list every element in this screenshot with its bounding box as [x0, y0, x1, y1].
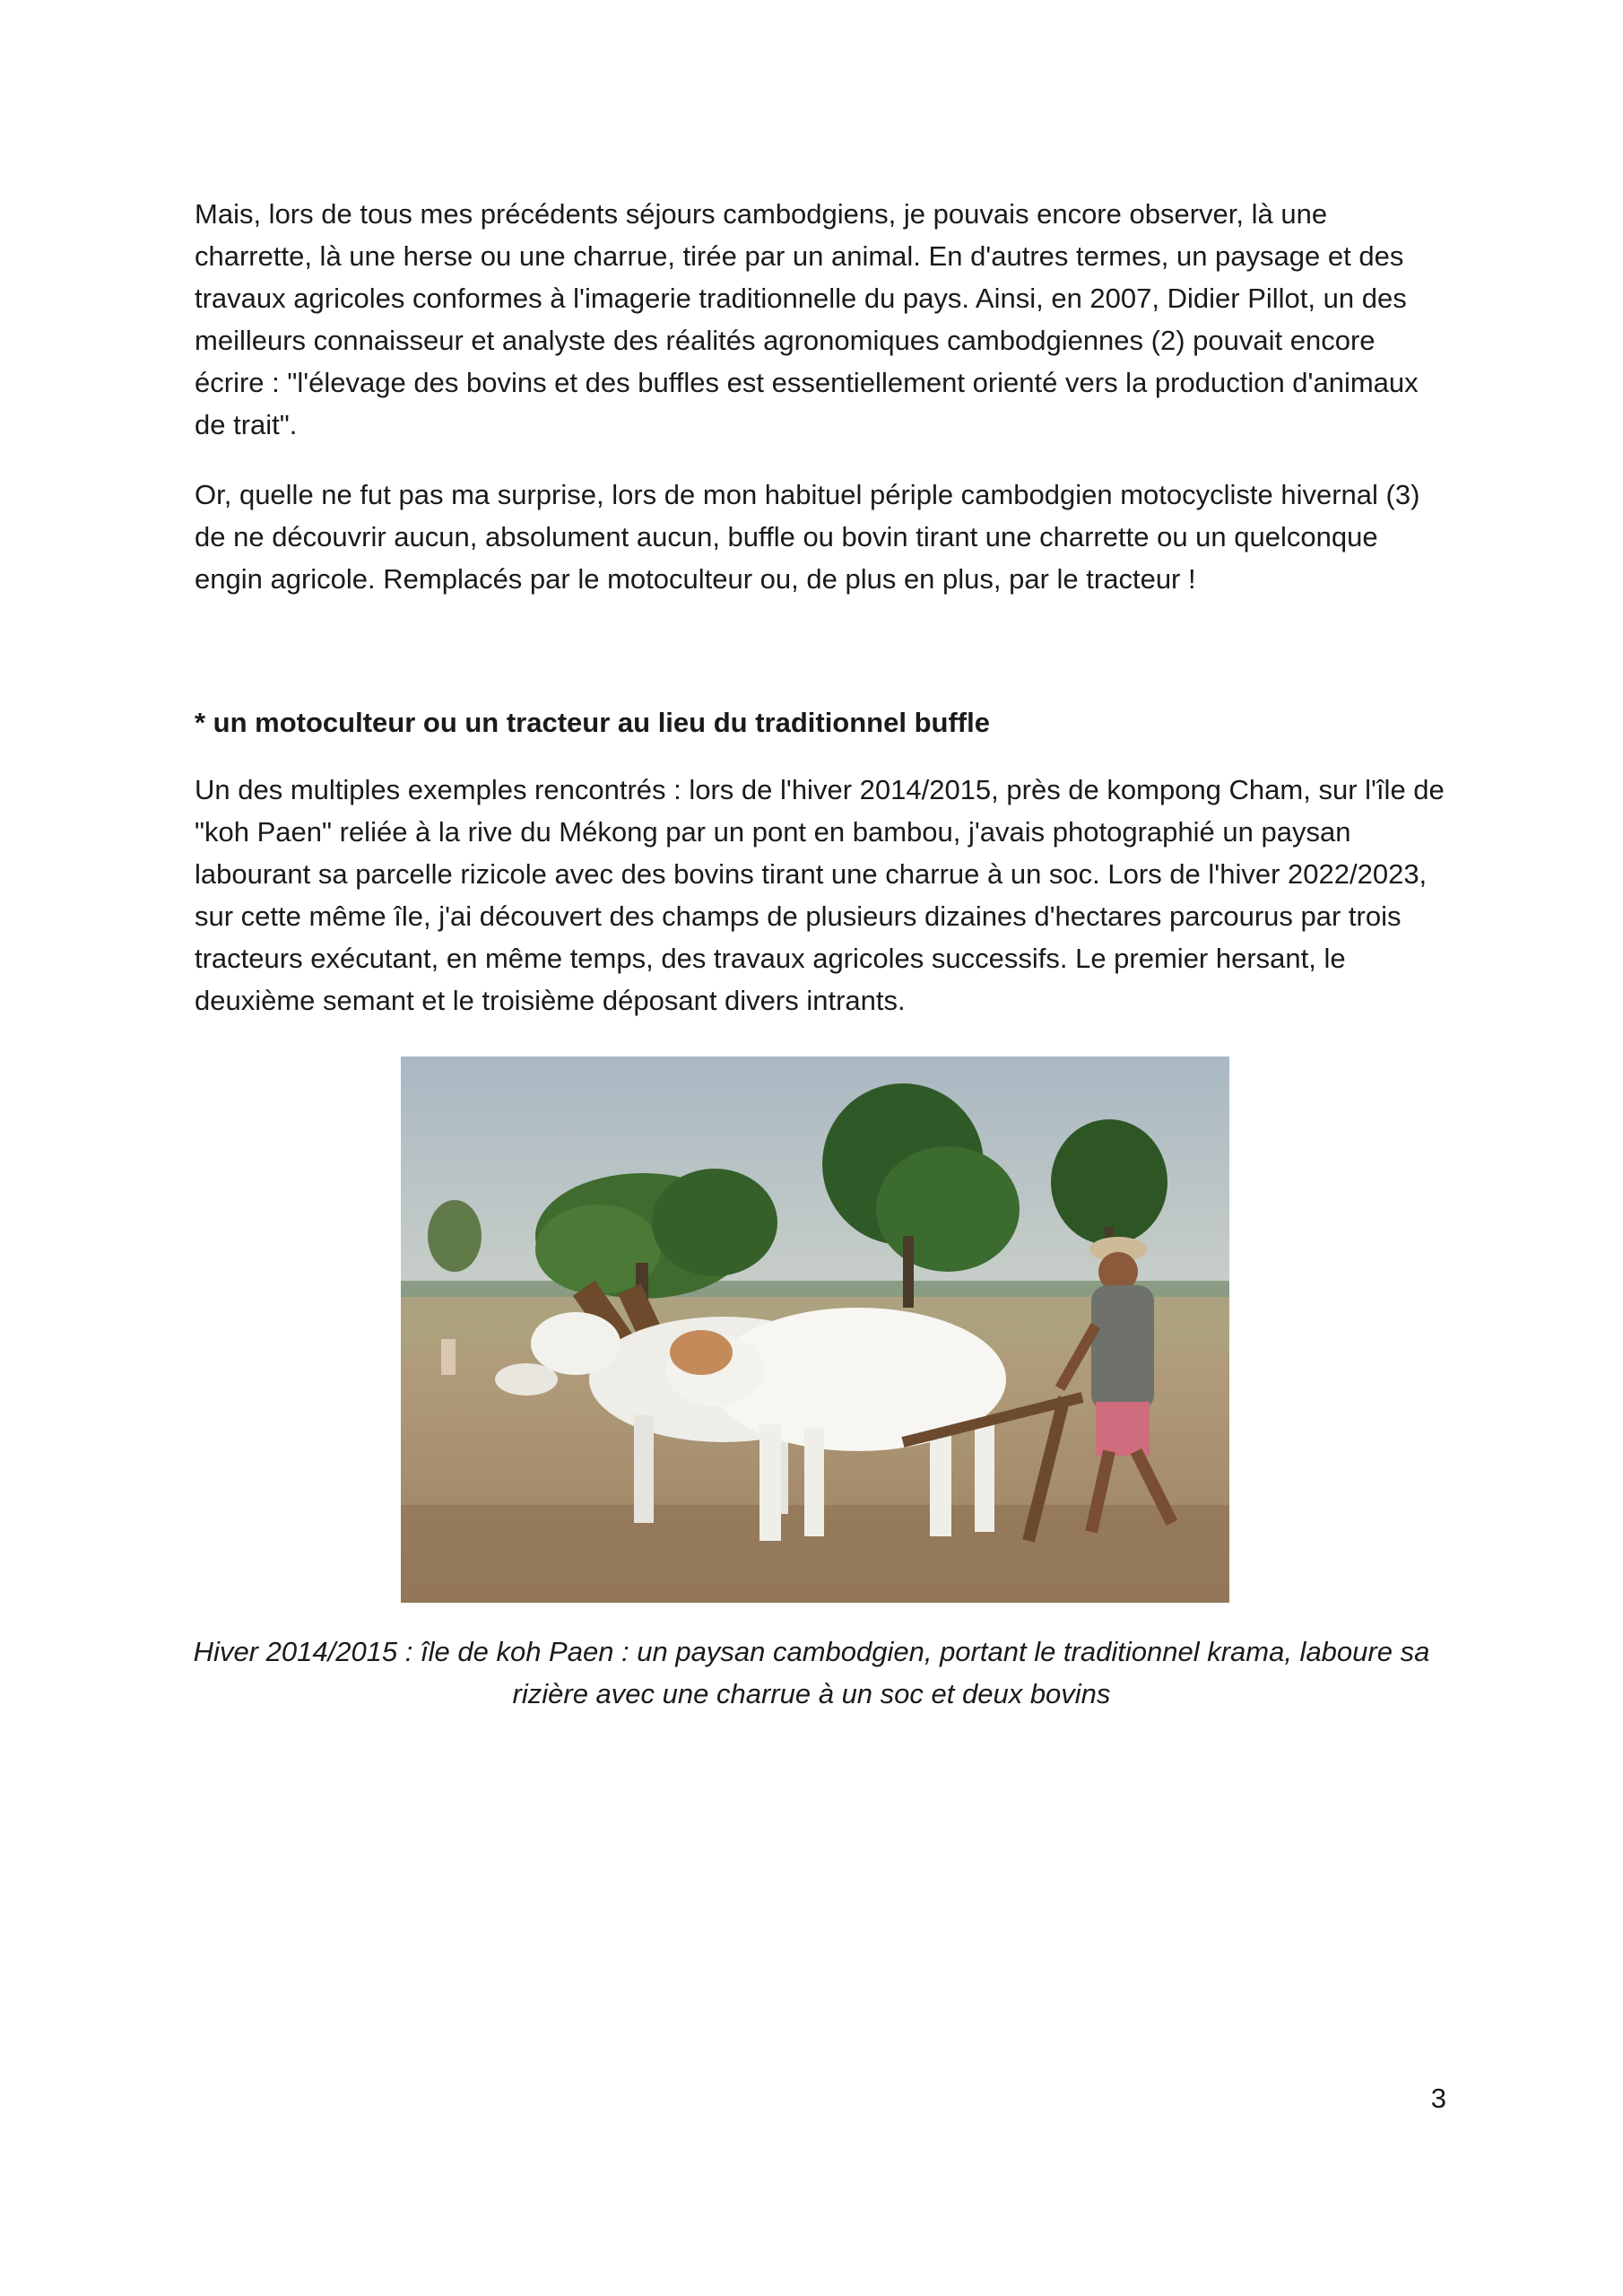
paragraph-surprise: Or, quelle ne fut pas ma surprise, lors de mon habituel périple cambodgien motocycliste hivernal (3) de ne découvrir aucun, absolument aucun, buffle ou bovin tirant une charrette ou un quelconque engin agricole. Remplacés par le motoculteur ou, de plus en plus, par le tracteur !: [195, 479, 1420, 595]
photo-farmer-ploughing-with-oxen: [401, 1057, 1229, 1603]
page-number: 3: [1430, 2083, 1446, 2114]
paragraph-koh-paen-example: Un des multiples exemples rencontrés : lors de l'hiver 2014/2015, près de kompong Cham, sur l'île de "koh Paen" reliée à la rive du Mékong par un pont en bambou, j'avais photographié un paysan labourant sa parcelle rizicole avec des bovins tirant une charrue à un soc. Lors de l'hiver 2022/2023, sur cette même île, j'ai découvert des champs de plusieurs dizaines d'hectares parcourus par trois tracteurs exécutant, en même temps, des travaux agricoles successifs. Le premier hersant, le deuxième semant et le troisième déposant divers intrants.: [195, 774, 1445, 1016]
photo-caption: Hiver 2014/2015 : île de koh Paen : un paysan cambodgien, portant le traditionnel krama, laboure sa rizière avec une charrue à un soc et deux bovins: [193, 1636, 1430, 1709]
paragraph-previous-stays: Mais, lors de tous mes précédents séjours cambodgiens, je pouvais encore observer, là une charrette, là une herse ou une charrue, tirée par un animal. En d'autres termes, un paysage et des travaux agricoles conformes à l'imagerie traditionnelle du pays. Ainsi, en 2007, Didier Pillot, un des meilleurs connaisseur et analyste des réalités agronomiques cambodgiennes (2) pouvait encore écrire : "l'élevage des bovins et des buffles est essentiellement orienté vers la production d'animaux de trait".: [195, 198, 1419, 440]
section-heading: * un motoculteur ou un tracteur au lieu du traditionnel buffle: [195, 707, 990, 738]
